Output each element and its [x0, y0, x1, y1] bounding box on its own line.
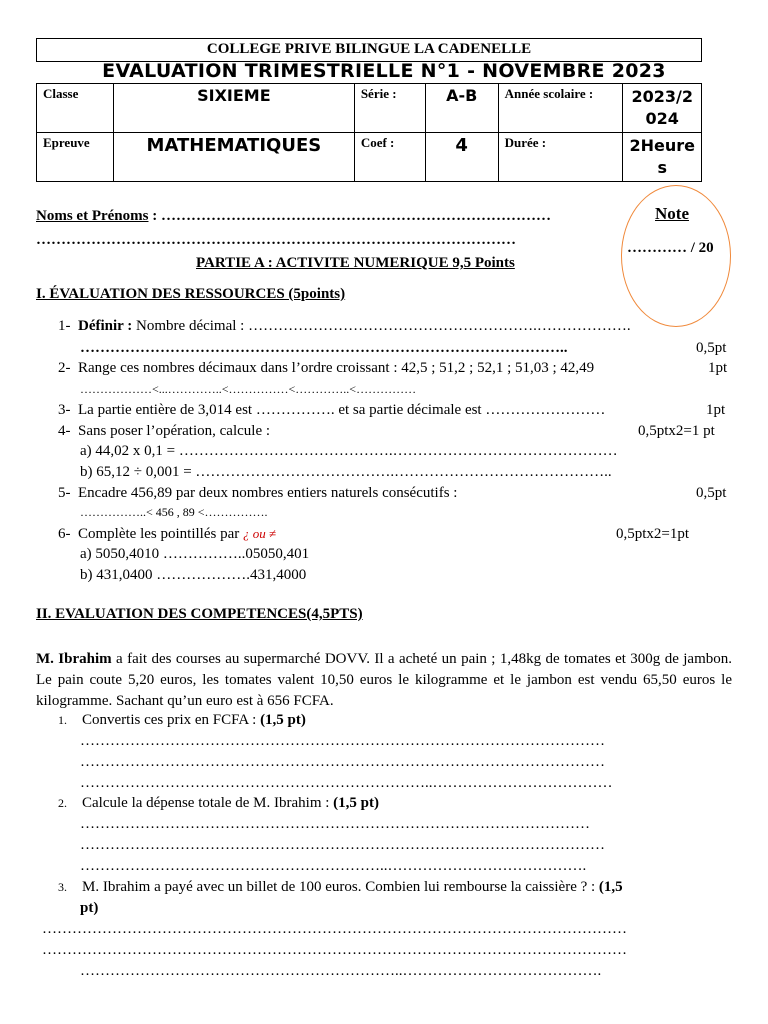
names-line[interactable] — [36, 208, 551, 225]
coef-value: 4 — [425, 133, 498, 182]
problem-text: a fait des courses au supermarché DOVV. Il a acheté un pain ; 1,48kg de tomates et 300g de jambon. Le pain coute 5,20 euros, les tomates valent 10,50 euros le kilogramme et le jambon est vendu 65,50 euros le kilogramme. Sachant qu’un euro est à 656 FCFA. — [36, 651, 732, 709]
class-label: Classe — [37, 84, 114, 133]
q6-points: 0,5ptx2=1pt — [616, 526, 690, 542]
note-label: Note — [655, 204, 689, 223]
question-1: 1- Définir : Nombre décimal : ………………………………………………….………………. — [58, 318, 631, 334]
q6-symbols: ¿ ou ≠ — [242, 526, 277, 541]
subject-label: Epreuve — [37, 133, 114, 182]
q4-points: 0,5ptx2=1 pt — [638, 423, 715, 439]
task-3-points-cont: pt) — [80, 900, 99, 916]
coef-label: Coef : — [354, 133, 425, 182]
task-3-line-3[interactable]: ………………………………………………………..…………………………………. — [80, 963, 602, 979]
q4-b[interactable]: b) 65,12 ÷ 0,001 = ………………………………….…………………………………….. — [80, 464, 612, 480]
duration-part1: 2Heure — [629, 136, 695, 155]
subject-value: MATHEMATIQUES — [113, 133, 354, 182]
task-1-line-2[interactable]: …………………………………………………………………………………………… — [80, 754, 605, 770]
question-2: 2- Range ces nombres décimaux dans l’ordre croissant : 42,5 ; 51,2 ; 52,1 ; 51,03 ; 42,49 — [58, 360, 595, 376]
task-2-line-3[interactable]: ……………………………………………………..…………………………………. — [80, 858, 587, 874]
task-3-line-1[interactable]: ……………………………………………………………………………………………………… — [42, 921, 627, 937]
task-2: 2. Calcule la dépense totale de M. Ibrahim : (1,5 pt) — [58, 795, 379, 811]
exam-info-table — [36, 83, 702, 182]
school-year-part1: 2023/2 — [631, 87, 693, 106]
task-1-line-3[interactable]: ……………………………………………………………..……………………………… — [80, 775, 613, 791]
serie-label: Série : — [354, 84, 425, 133]
duration-value — [623, 133, 702, 182]
q5-points: 0,5pt — [696, 485, 727, 501]
q4-a[interactable]: a) 44,02 x 0,1 = …………………………………….……………………………………… — [80, 443, 618, 459]
q1-answer-line[interactable]: …………………………………………………………………………………….. — [80, 340, 568, 356]
school-year-value — [623, 84, 702, 133]
question-5: 5- Encadre 456,89 par deux nombres entiers naturels consécutifs : — [58, 485, 458, 501]
serie-value: A-B — [425, 84, 498, 133]
problem-name: M. Ibrahim — [36, 651, 112, 667]
question-6: 6- Complète les pointillés par ¿ ou ≠ — [58, 526, 277, 542]
exam-title: EVALUATION TRIMESTRIELLE N°1 - NOVEMBRE 2023 — [102, 60, 666, 82]
names-label: Noms et Prénoms — [36, 208, 149, 224]
class-value: SIXIEME — [113, 84, 354, 133]
school-year-label: Année scolaire : — [498, 84, 623, 133]
school-year-part2: 024 — [645, 109, 679, 128]
school-name: COLLEGE PRIVE BILINGUE LA CADENELLE — [36, 38, 702, 62]
question-3[interactable]: 3- La partie entière de 3,014 est ……………. et sa partie décimale est …………………… — [58, 402, 606, 418]
q2-points: 1pt — [708, 360, 728, 376]
names-line-2[interactable]: …………………………………………………………………………………… — [36, 232, 516, 248]
task-1: 1. Convertis ces prix en FCFA : (1,5 pt) — [58, 712, 306, 728]
duration-part2: s — [657, 158, 667, 177]
task-3: 3. M. Ibrahim a payé avec un billet de 100 euros. Combien lui rembourse la caissière ? : (1,5 — [58, 879, 623, 895]
problem-statement — [36, 649, 732, 712]
q3-points: 1pt — [706, 402, 726, 418]
note-score-field[interactable]: ………… / 20 — [627, 240, 714, 256]
question-4: 4- Sans poser l’opération, calcule : — [58, 423, 271, 439]
q6-b[interactable]: b) 431,0400 ……………….431,4000 — [80, 567, 307, 583]
part-a-title: PARTIE A : ACTIVITE NUMERIQUE 9,5 Points — [196, 255, 515, 271]
q2-answer-line[interactable]: ………………<...…………..<……………<…………..<…………… — [80, 382, 417, 396]
q1-text[interactable]: Nombre décimal : ………………………………………………….………………. — [132, 318, 631, 334]
duration-label: Durée : — [498, 133, 623, 182]
q1-points: 0,5pt — [696, 340, 727, 356]
q6-a[interactable]: a) 5050,4010 ……………..05050,401 — [80, 546, 310, 562]
task-2-line-1[interactable]: ………………………………………………………………………………………… — [80, 816, 590, 832]
names-dots: : …………………………………………………………………… — [148, 208, 551, 224]
section-1-title: I. ÉVALUATION DES RESSOURCES (5points) — [36, 286, 346, 302]
q1-bold: Définir : — [78, 318, 133, 334]
task-3-line-2[interactable]: ……………………………………………………………………………………………………… — [42, 942, 627, 958]
task-1-line-1[interactable]: …………………………………………………………………………………………… — [80, 733, 605, 749]
task-2-line-2[interactable]: …………………………………………………………………………………………… — [80, 837, 605, 853]
q5-answer-line[interactable]: ……………..< 456 , 89 <……………. — [80, 505, 268, 519]
section-2-title: II. EVALUATION DES COMPETENCES(4,5PTS) — [36, 606, 363, 622]
